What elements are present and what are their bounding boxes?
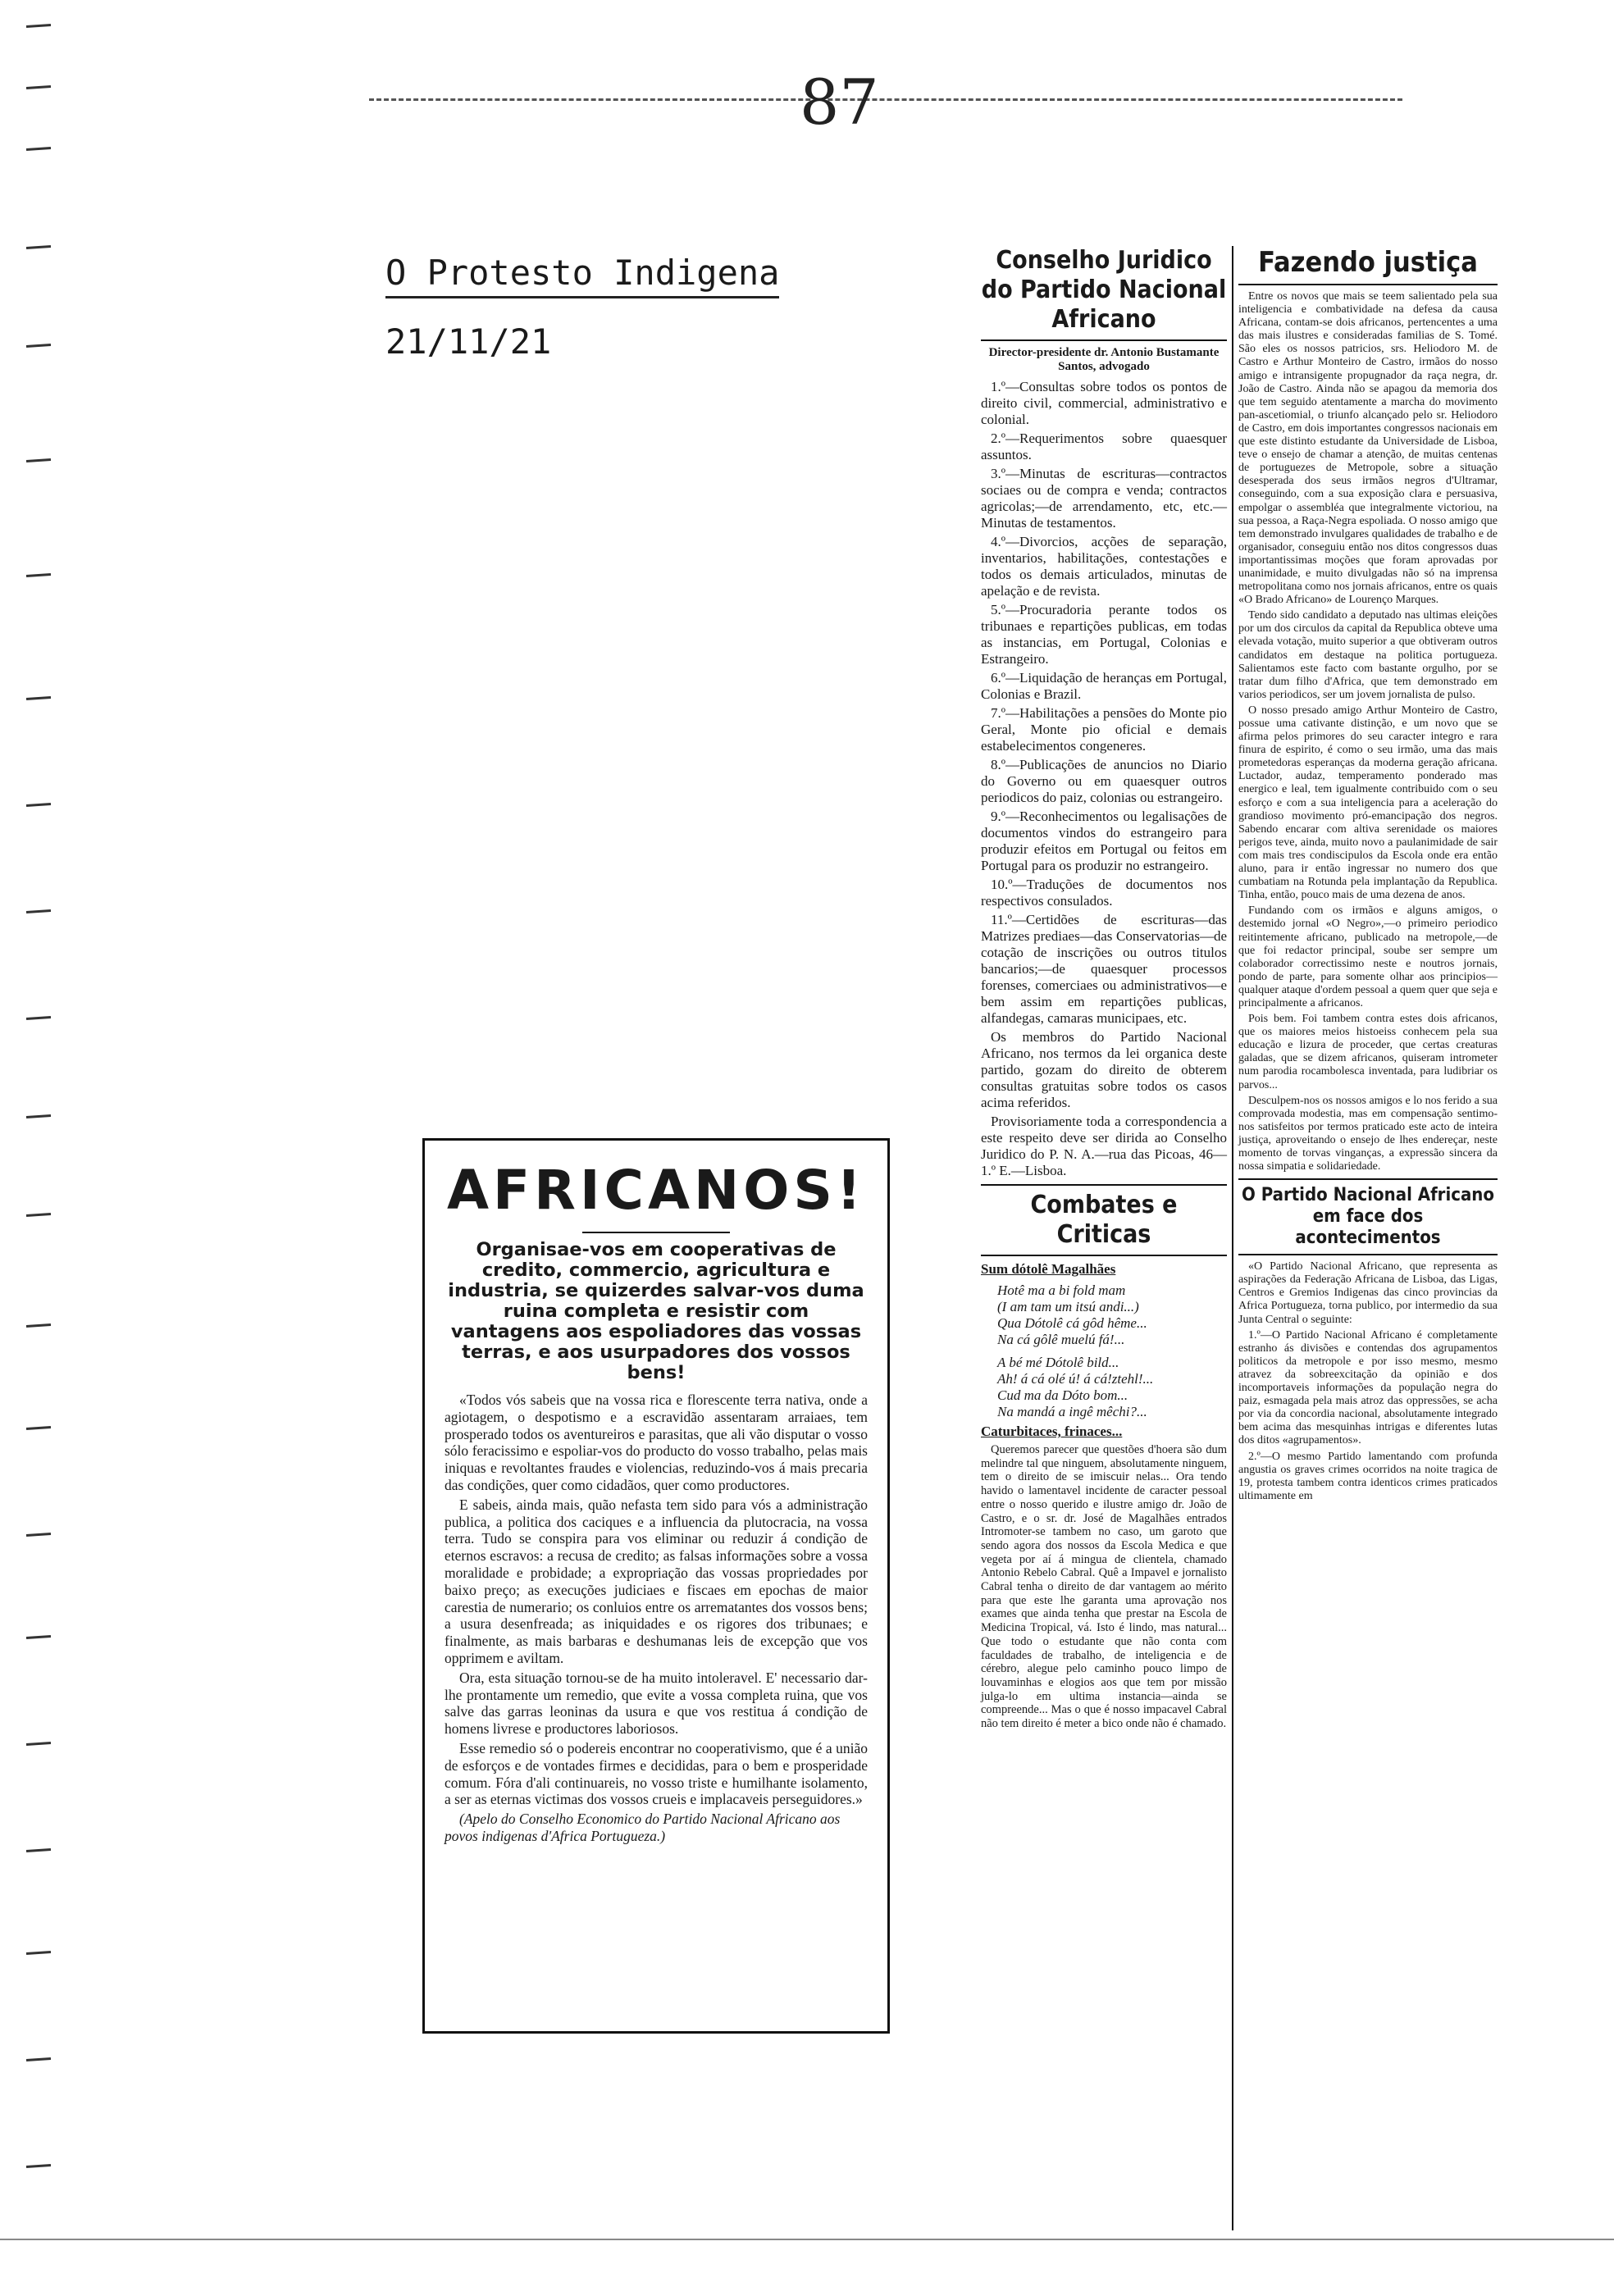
margin-mark [26,1635,51,1639]
article-paragraph: Ora, esta situação tornou-se de ha muito intoleravel. E' necessario dar-lhe prontamente um remedio, que evite a vossa completa ruina, que vos salve das garras leoninas da usura e que vos restitua á condição de homens livrese e productores laboriosos. [445,1669,868,1738]
combates-text: Queremos parecer que questões d'hoera são dum melindre tal que ninguem, absolutamente ninguem, tem o direito de se imiscuir nelas... Ora tendo havido o lamentavel incidente de caracter pessoal entre o nosso querido e ilustre amigo dr. João de Castro, e o sr. dr. José de Magalhães entrados Intromoter-se tambem no caso, um garoto que sendo agora dos nossos da Escola Medica e que vegeta por aí á mingua de clientela, chamado Antonio Rebelo Cabral. Quê a Impavel e jornalisto Cabral tenha o direito de dar vantagem ao mérito para que este lhe garanta uma aprovação nos exames que ainda tenha que prestar na Escola de Medicina Tropical, vá. Isto é lindo, mas natural... Que todo o estudante que não conta com faculdades de trabalho, de inteligencia e de cérebro, alegue pelo caminho pouco limpo de louvaminhas e elogios aos que tem por missão julga-lo em ultima instancia—ainda se compreende... Mas o que é nosso impacavel Cabral não tem direito é meter a bico onde não é chamado. [981,1443,1227,1731]
fazendo-justica-title: Fazendo justiça [1258,246,1478,279]
article-paragraph: «Todos vós sabeis que na vossa rica e florescente terra nativa, onde a agiotagem, o despotismo e a escravidão assentaram arraiaes, tem prosperado todos os aventureiros e parasitas, que ali vão disputar o vosso sólo feracissimo e espoliar-vos do producto do vosso trabalho, pelas mais iniquas e revoltantes fraudes e violencias, reduzindo-vos á mais precaria das condições, quer como cidadãos, quer como productores. [445,1392,868,1493]
article-lead: Organisae-vos em cooperativas de credito, commercio, agricultura e industria, se quizerdes salvar-vos duma ruina completa e resistir com vantagens aos espoliadores das vossas terras, e aos usurpadores dos vossos bens! [448,1239,864,1383]
poem-line: Hotê ma a bi fold mam [997,1282,1126,1298]
margin-mark [26,245,51,249]
column-rule [981,1255,1227,1256]
margin-mark [26,2164,51,2168]
margin-mark [26,1016,51,1020]
service-item: 2.º—Requerimentos sobre quaesquer assuntos. [981,430,1227,462]
page-number: 87 [800,66,879,139]
africanos-article [422,1138,890,2034]
service-item: 6.º—Liquidação de heranças em Portugal, Colonias e Brazil. [981,670,1227,702]
service-item: 10.º—Traduções de documentos nos respectivos consulados. [981,877,1227,909]
margin-mark [26,1848,51,1852]
justica-paragraph: Entre os novos que mais se teem salientado pela sua inteligencia e combatividade na defesa da causa Africana, contam-se dois africanos, pertencentes a uma das mais ilustres e consideradas familias de S. Tomé. São eles os nossos patricios, srs. Heliodoro M. de Castro e Arthur Monteiro de Castro, irmãos do nosso amigo e intransigente propugnador da raça negra, dr. João de Castro. Ainda não se apagou da memoria dos que tem seguido atentamente a marcha do movimento pan-ascetiomial, o triunfo alcançado pelo sr. Heliodoro de Castro, em dois importantes congressos nacionais em que este distinto estudante da Universidade de Lisboa, teve o ensejo de chamar a atenção, de muitas centenas de portuguezes de Metropole, sobre a situação desesperada dos seus irmãos negros d'Ultramar, conseguindo, com a sua exposição clara e persuasiva, empolgar o assembléa que integralmente victoriou, na sua pessoa, a Raça-Negra espoliada. O nosso amigo que tem demonstrado invulgares qualidades de trabalho e de organisador, conseguiu então nos ditos congressos duas importantissimas moções que foram aprovadas por unanimidade, e muito divulgadas não só na imprensa metropolitana como nos jornais africanos, entre os quais «O Brado Africano» de Lourenço Marques. [1238,290,1498,607]
poem-line: Na cá gôlê muelú fá!... [997,1332,1125,1347]
margin-mark [26,909,51,913]
closing-paragraph: Provisoriamente toda a correspondencia a este respeito deve ser dirida ao Conselho Juridico do P. N. A.—rua das Picoas, 46—1.º E.—Lisboa. [981,1114,1227,1178]
article-paragraph: E sabeis, ainda mais, quão nefasta tem sido para vós a administração publica, a politica dos caciques e a influencia da plutocracia, na vossa terra. Tudo se conspira para vos eliminar ou reduzir á condição de eternos escravos: a recusa de credito; as falsas informações sobre a vossa moralidade e probidade; a expropriação das vossas propriedades por baixo preço; as execuções judiciaes e fiscaes em epochas de maior carestia de numerario; os conluios entre os arrematantes dos vossos bens; a usura desenfreada; as iniquidades e os rigores dos tribunaes; e finalmente, as mais barbaras e deshumanas leis de excepção que vos opprimem e aviltam. [445,1496,868,1666]
margin-mark [26,1114,51,1118]
margin-mark [26,1951,51,1955]
middle-column [981,246,1227,1733]
service-item: 5.º—Procuradoria perante todos os tribunaes e repartições publicas, em todas as instancias, em Portugal, Colonias e Estrangeiro. [981,602,1227,667]
margin-mark [26,803,51,807]
article-signature: (Apelo do Conselho Economico do Partido Nacional Africano aos povos indigenas d'Africa Portugueza.) [445,1811,841,1844]
poem-line: (I am tam um itsú andi...) [997,1299,1139,1314]
margin-mark [26,24,51,28]
margin-mark [26,1533,51,1537]
pna-paragraph: 1.º—O Partido Nacional Africano é completamente estranho ás divisões e contendas dos agrupamentos politicos da metropole e por isso mesmo, mesmo atravez da sobreexcitação da opinião e dos incomportaveis informações da população negra do paiz, esmagada pela mais atroz das oppressões, se acha por via da concordia nacional, absolutamente integrado bem acima das mesquinhas intrigas e diferentes lutas dos ditos «agrupamentos». [1238,1328,1498,1447]
justica-paragraph: Pois bem. Foi tambem contra estes dois africanos, que os maiores meios histoeiss conhecem pela sua educação e lizura de proceder, que certas creaturas galadas, que se dizem africanos, quiseram intrometer num parodia rocambolesca inventada, para ludibriar os parvos... [1238,1013,1498,1091]
margin-mark [26,85,51,89]
combates-subheading: Sum dótolê Magalhães [981,1261,1116,1277]
bottom-rule [0,2239,1614,2240]
pna-title: O Partido Nacional Africano em face dos acontecimentos [1241,1185,1494,1249]
service-item: 7.º—Habilitações a pensões do Monte pio Geral, Monte pio oficial e demais estabelecimentos congeneres. [981,705,1227,754]
poem-line: Na mandá a ingê mêchi?... [997,1404,1147,1419]
conselho-title: Conselho Juridico do Partido Nacional Africano [981,246,1227,334]
conselho-subtitle: Director-presidente dr. Antonio Bustamante Santos, advogado [988,346,1220,373]
justica-paragraph: Fundando com os irmãos e alguns amigos, o destemido jornal «O Negro»,—o primeiro periodico reitintemente africano, publicado na metropole,—de que foi redactor principal, soube ser sempre um colaborador correctissimo neste e noutros jornais, pondo de parte, para somente olhar aos principios—qualquer ataque d'ordem pessoal a quem quer que seja e principalmente a africanos. [1238,904,1498,1009]
column-rule [1238,1178,1498,1180]
margin-mark [26,147,51,151]
column-rule [1238,1254,1498,1255]
justica-paragraph: Desculpem-nos os nossos amigos e lo nos ferido a sua comprovada modestia, mas em compensação sentimo-nos satisfeitos por termos praticado este acto de inteira justiça, aproveitando o ensejo de lhes endereçar, neste momento de torvas vinganças, a expressão sincera da nossa simpatia e solidariedade. [1238,1094,1498,1173]
article-body [425,1383,887,1808]
poem-stanza [981,1282,1227,1348]
column-rule [981,339,1227,341]
service-item: 3.º—Minutas de escrituras—contractos sociaes ou de compra e venda; contractos agricolas;—de arrendamento, etc, etc.—Minutas de testamentos. [981,466,1227,531]
poem-stanza [981,1355,1227,1420]
margin-mark [26,1213,51,1217]
service-item: 8.º—Publicações de anuncios no Diario do Governo ou em quaesquer outros periodicos do paiz, colonias ou estrangeiro. [981,757,1227,805]
pna-paragraph: 2.º—O mesmo Partido lamentando com profunda angustia os graves crimes ocorridos na noite tragica de 19, protesta tambem contra identicos crimes praticados ultimamente em [1238,1450,1498,1502]
article-title: AFRICANOS! [446,1159,866,1222]
column-rule [981,1184,1227,1186]
margin-mark [26,1742,51,1746]
service-item: 11.º—Certidões de escrituras—das Matrizes prediaes—das Conservatorias—de cotação de inscrições ou outros titulos bancarios;—de quaesquer processos forenses, comerciaes ou administrativos—e bem assim em repartições publicas, alfandegas, camaras municipaes, etc. [981,912,1227,1026]
poem-line: A bé mé Dótolê bild... [997,1355,1119,1370]
margin-mark [26,458,51,462]
pna-paragraph: «O Partido Nacional Africano, que representa as aspirações da Federação Africana de Lisboa, das Ligas, Centros e Gremios Indigenas das cinco provincias da Africa Portugueza, torna publico, por intermedio da sua Junta Central o seguinte: [1238,1260,1498,1326]
closing-paragraph: Os membros do Partido Nacional Africano, nos termos da lei organica deste partido, gozam do direito de obterem consultas gratuitas sobre todos os casos acima referidos. [981,1029,1227,1110]
newspaper-title: O Protesto Indigena [385,253,779,298]
service-item: 1.º—Consultas sobre todos os pontos de direito civil, commercial, administrativo e colonial. [981,379,1227,427]
top-dashed-rule [369,98,1402,101]
margin-mark [26,1323,51,1328]
column-divider [1232,246,1233,2230]
right-column [1238,246,1498,1506]
justica-paragraph: Tendo sido candidato a deputado nas ultimas eleições por um dos circulos da capital da Republica obteve uma elevada votação, muito superior a que obtiveram outros candidatos em destaque na politica portugueza. Salientamos este facto com bastante orgulho, por se tratar dum filho d'Africa, que tem demonstrado em varios periodicos, ser um jovem jornalista de pulso. [1238,609,1498,701]
justica-paragraph: O nosso presado amigo Arthur Monteiro de Castro, possue uma cativante distinção, e um novo que se afirma pelos primores do seu caracter integro e rara finura de espirito, é como o seu irmão, uma das mais prometedoras esperanças da moderna geração africana. Luctador, audaz, temperamento ponderado mas energico e leal, tem igualmente contribuido com o seu esforço e com a sua inteligencia para a aceleração do grandioso movimento pró-emancipação dos negros. Sabendo encarar com altiva serenidade os maiores perigos teve, ainda, muito novo a paulanimidade de sair com mais tres condiscipulos da Escola onde era então aluno, para ir então ingressar no numero dos que cumbatiam na Rotunda pela implantação da Republica. Tinha, então, pouco mais de uma dezena de anos. [1238,704,1498,902]
margin-mark [26,2057,51,2061]
margin-mark [26,696,51,700]
service-item: 4.º—Divorcios, acções de separação, inventarios, habilitações, contestações e todos os demais articulados, minutas de apelação e de revista. [981,534,1227,599]
poem-line: Qua Dótolê cá gôd hême... [997,1315,1147,1331]
title-rule [582,1232,730,1233]
poem-line: Cud ma da Dóto bom... [997,1387,1128,1403]
article-paragraph: Esse remedio só o podereis encontrar no cooperativismo, que é a união de esforços e de vontades firmes e decididas, para o bem e prosperidade comum. Fóra d'ali continuareis, no vosso triste e humilhante isolamento, a ser as eternas victimas dos vossos crueis e implacaveis perseguidores.» [445,1739,868,1808]
service-item: 9.º—Reconhecimentos ou legalisações de documentos vindos do estrangeiro para produzir efeitos em Portugal ou feitos em Portugal para os produzir no estrangeiro. [981,809,1227,873]
column-rule [1238,284,1498,285]
combates-title: Combates e Criticas [1030,1191,1178,1249]
newspaper-date: 21/11/21 [385,321,552,362]
margin-mark [26,1426,51,1430]
margin-mark [26,573,51,577]
poem-line: Ah! á cá olé ú! á cá!ztehl!... [997,1371,1154,1387]
margin-mark [26,344,51,348]
combates-subheading-2: Caturbitaces, frinaces... [981,1424,1123,1439]
